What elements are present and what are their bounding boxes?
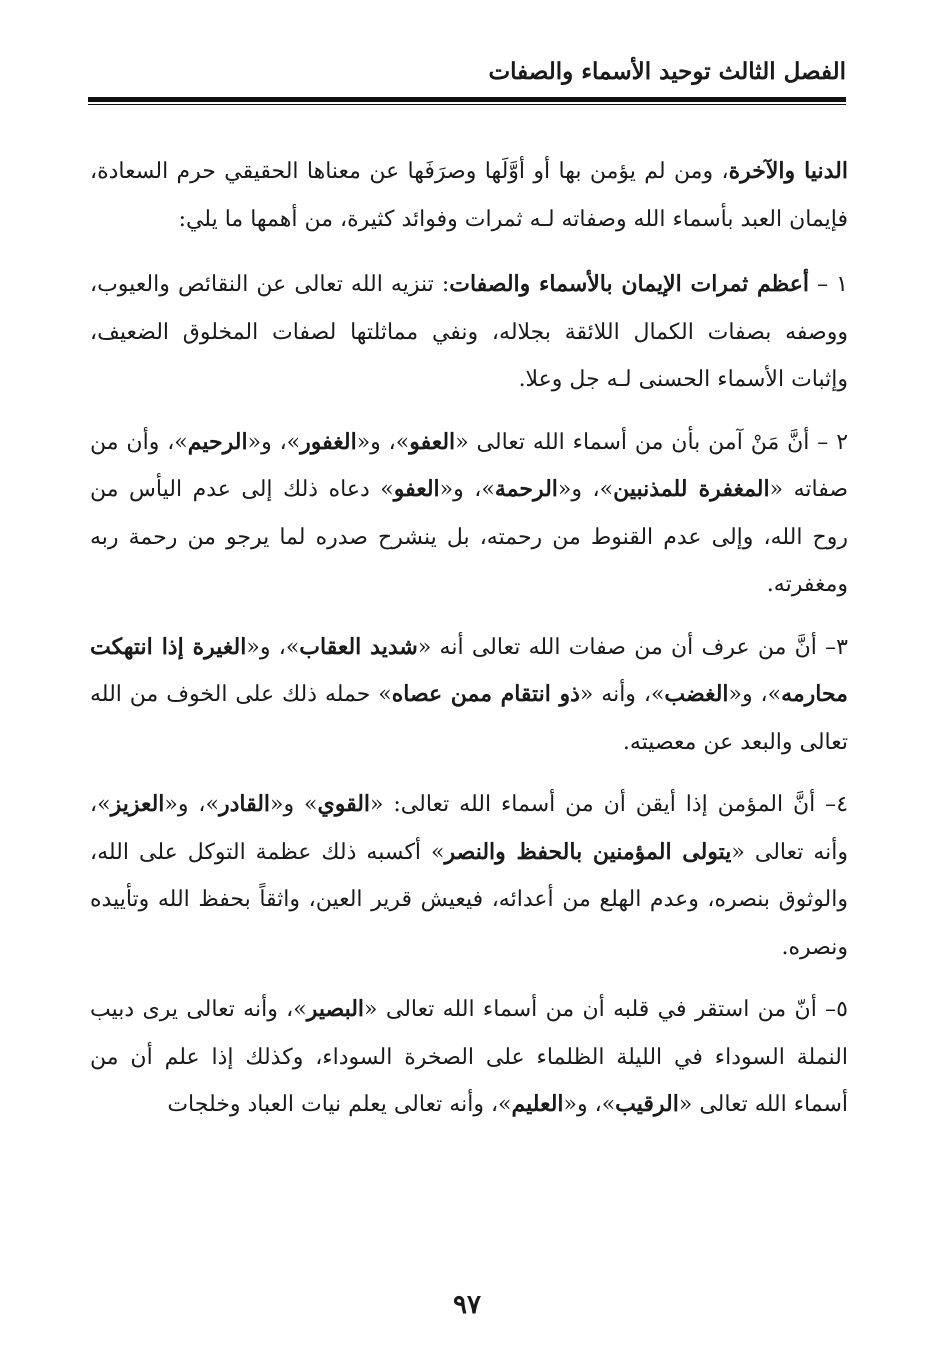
chapter-title: الفصل الثالث توحيد الأسماء والصفات: [488, 58, 846, 85]
point-3-text: » حمله ذلك على الخوف من الله تعالى والبعد عن معصيته.: [90, 682, 848, 755]
point-4-text: ٤– أنَّ المؤمن إذا أيقن أن من أسماء الله تعالى: «: [370, 792, 849, 817]
page-body: [90, 148, 848, 1144]
point-1: [90, 261, 848, 404]
point-5-bold: العليم: [511, 1091, 564, 1117]
point-3-text: ٣– أنَّ من عرف أن من صفات الله تعالى أنه «: [417, 634, 848, 660]
point-3-text: »، و«: [728, 682, 782, 707]
header-rule-thick: [88, 97, 846, 102]
point-1-number: ١ –: [808, 272, 848, 297]
point-4-text: »، وأنه تعالى «: [90, 792, 848, 865]
point-1-heading: أعظم ثمرات الإيمان بالأسماء والصفات: [449, 271, 809, 297]
intro-bold-lead: الدنيا والآخرة: [728, 158, 848, 184]
point-4-text: » و«: [270, 792, 318, 817]
point-4-bold: العزيز: [110, 791, 165, 817]
point-4-text: »، و«: [164, 792, 219, 817]
point-3-bold: ذو انتقام ممن عصاه: [391, 681, 580, 707]
point-2-bold: العفو: [409, 428, 456, 455]
point-3-text: »، و«: [246, 634, 300, 660]
point-1-text: : تنزيه الله تعالى عن النقائص والعيوب، ووصفه بصفات الكمال اللائقة بجلاله، ونفي مماثلتها لصفات المخلوق الضعيف، وإثبات الأسماء الحسنى لـه جل وعلا.: [90, 272, 848, 392]
point-5: [90, 986, 848, 1129]
point-2-bold: المغفرة للمذنبين: [613, 476, 770, 502]
point-2: [90, 419, 848, 609]
point-5-text: »، وأنه تعالى يرى دبيب النملة السوداء في الليلة الظلماء على الصخرة السوداء، وكذلك إذا علم أن من أسماء الله تعالى «: [90, 997, 848, 1117]
point-4-text: » أكسبه ذلك عظمة التوكل على الله، والوثوق بنصره، وعدم الهلع من أعدائه، فيعيش قرير العين، واثقاً بحفظ الله وتأييده ونصره.: [90, 839, 848, 960]
intro-text: ، ومن لم يؤمن بها أو أوَّلَها وصرَفَها عن معناها الحقيقي حرم السعادة، فإيمان العبد بأسماء الله وصفاته لـه ثمرات وفوائد كثيرة، من أهمها ما يلي:: [90, 159, 848, 232]
point-4: [90, 781, 848, 971]
point-2-bold: الرحيم: [187, 428, 248, 455]
point-5-text: »، و«: [563, 1092, 616, 1117]
point-3-text: »، وأنه «: [579, 682, 665, 707]
point-2-text: »، و«: [439, 477, 495, 502]
page-number: ٩٧: [453, 1290, 481, 1320]
point-2-bold: الرحمة: [494, 476, 558, 502]
point-2-bold: العفو: [393, 476, 440, 502]
point-2-text: »، و«: [247, 429, 301, 455]
point-2-text: ٢ – أنَّ مَنْ آمن بأن من أسماء الله تعالى «: [455, 429, 849, 455]
point-4-bold: القادر: [218, 791, 271, 817]
point-5-bold: الرقيب: [615, 1091, 679, 1117]
point-2-text: »، و«: [356, 429, 410, 455]
point-2-text: »، و«: [557, 477, 614, 502]
point-5-text: »، وأنه تعالى يعلم نيات العباد وخلجات: [167, 1092, 512, 1117]
running-header: [88, 40, 846, 110]
point-4-bold: القوي: [317, 791, 371, 817]
point-3: [90, 624, 848, 767]
point-5-bold: البصير: [306, 996, 365, 1022]
point-2-text: »، وأن من صفاته «: [90, 429, 849, 502]
point-4-bold: يتولى المؤمنين بالحفظ والنصر: [444, 838, 732, 865]
point-3-bold: الغضب: [664, 681, 729, 707]
intro-paragraph: [90, 148, 848, 243]
header-rule-thin: [88, 104, 846, 105]
point-3-bold: الغيرة إذا انتهكت محارمه: [90, 633, 848, 707]
point-5-text: ٥– أنّ من استقر في قلبه أن من أسماء الله تعالى «: [364, 997, 848, 1022]
point-3-bold: شديد العقاب: [299, 633, 418, 660]
point-2-text: » دعاه ذلك إلى عدم اليأس من روح الله، وإلى عدم القنوط من رحمته، بل ينشرح صدره لما يرجو من رحمة ربه ومغفرته.: [90, 477, 848, 597]
point-2-bold: الغفور: [300, 428, 357, 455]
